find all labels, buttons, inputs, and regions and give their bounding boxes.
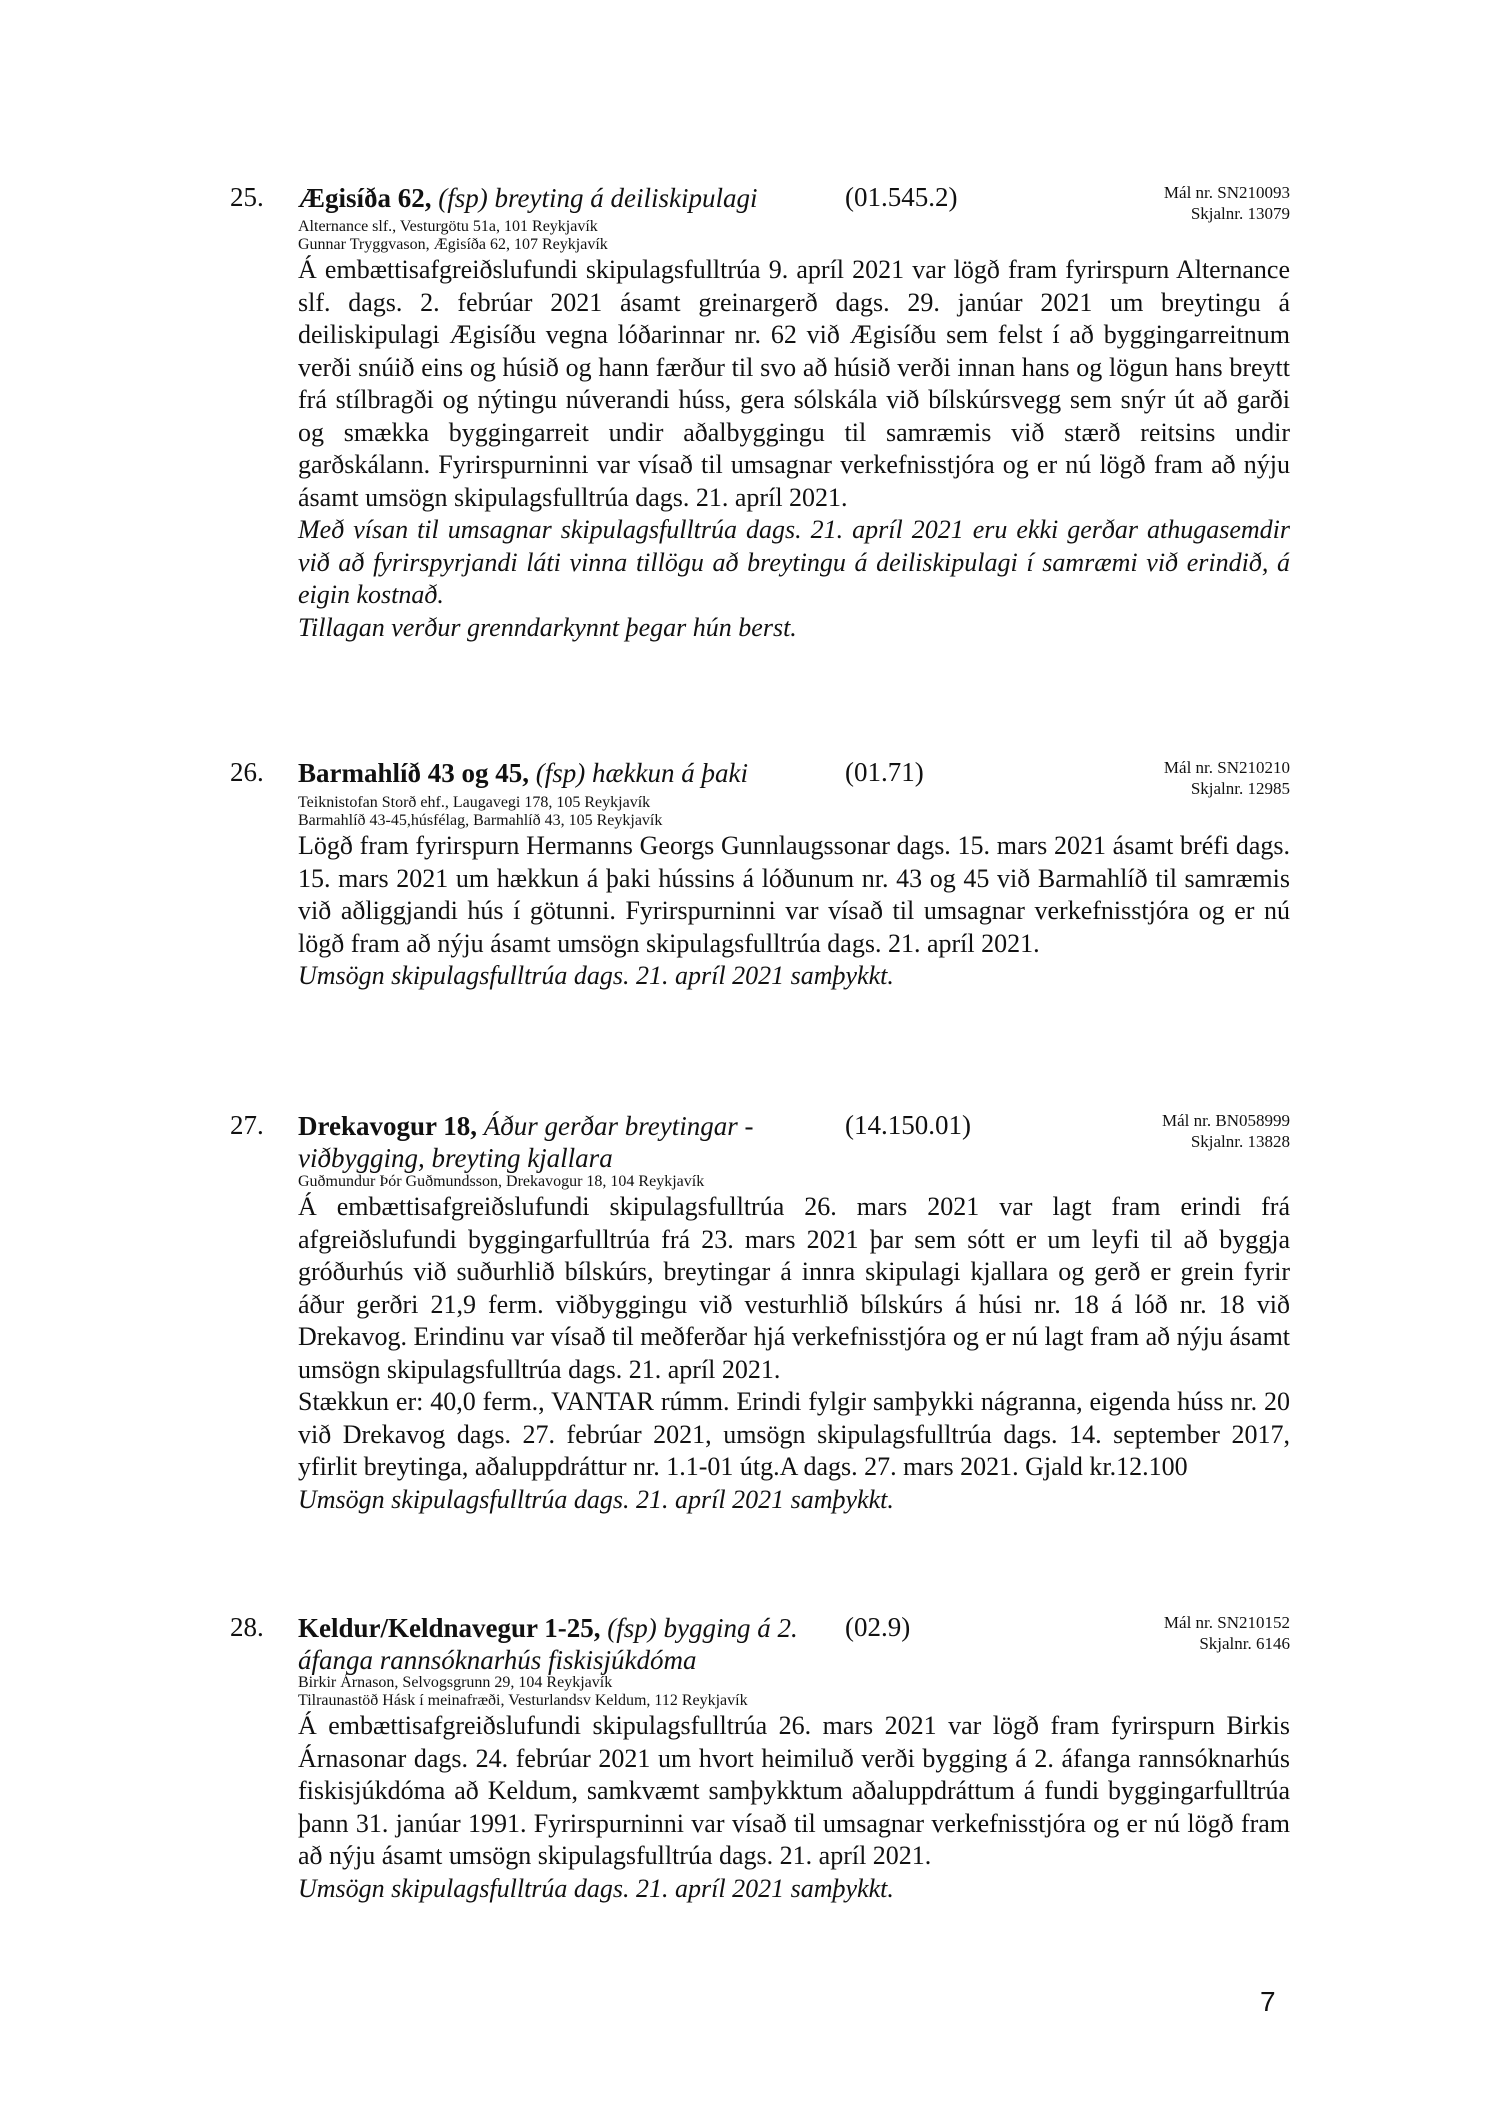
- item-title: [298, 757, 828, 789]
- item-text: Á embættisafgreiðslufundi skipulagsfulltrúa 26. mars 2021 var lögð fram fyrirspurn Birkis Árnasonar dags. 24. febrúar 2021 um hvort heimiluð verði bygging á 2. áfanga rannsóknarhús fiskisjúkdóma að Keldum, samkvæmt samþykktum aðaluppdráttum á fundi byggingarfulltrúa þann 31. janúar 1991. Fyrirspurninni var vísað til umsagnar verkefnisstjóra og er nú lögð fram að nýju ásamt umsögn skipulagsfulltrúa dags. 21. apríl 2021.: [298, 1711, 1290, 1870]
- item-body: [298, 1710, 1290, 1905]
- item-header: [230, 757, 1290, 798]
- item-number: 27.: [230, 1110, 264, 1140]
- item-decision: Umsögn skipulagsfulltrúa dags. 21. apríl 2021 samþykkt.: [298, 1484, 894, 1514]
- item-title: [298, 1110, 798, 1174]
- item-number: 28.: [230, 1612, 264, 1642]
- item-reference: [1164, 1612, 1290, 1654]
- case-number: Mál nr. SN210210: [1163, 758, 1290, 777]
- item-body: [298, 830, 1290, 993]
- item-reference: [1164, 757, 1290, 799]
- item-header: [230, 1110, 1290, 1173]
- page-number: 7: [1260, 1986, 1276, 2017]
- agenda-item-26: [230, 757, 1290, 993]
- item-title-address: Drekavogur 18,: [298, 1111, 478, 1141]
- item-header: [230, 182, 1290, 223]
- item-land-code: (01.545.2): [845, 182, 958, 212]
- item-reference: [1162, 1110, 1290, 1152]
- case-number: Mál nr. SN210152: [1163, 1613, 1290, 1632]
- item-parties: [298, 218, 1290, 254]
- party-line: Alternance slf., Vesturgötu 51a, 101 Reykjavík: [298, 218, 598, 235]
- item-title-subject: (fsp) bygging á 2. áfanga rannsóknarhús fiskisjúkdóma: [298, 1613, 798, 1675]
- document-number: Skjalnr. 13828: [1190, 1132, 1290, 1151]
- item-text: Lögð fram fyrirspurn Hermanns Georgs Gunnlaugssonar dags. 15. mars 2021 ásamt bréfi dags. 15. mars 2021 um hækkun á þaki hússins á lóðunum nr. 43 og 45 við Barmahlíð til samræmis við aðliggjandi hús í götunni. Fyrirspurninni var vísað til umsagnar verkefnisstjóra og er nú lögð fram að nýju ásamt umsögn skipulagsfulltrúa dags. 21. apríl 2021.: [298, 831, 1290, 958]
- item-number: 26.: [230, 757, 264, 787]
- item-land-code: (01.71): [845, 757, 924, 787]
- item-body: [298, 1191, 1290, 1516]
- item-decision: Umsögn skipulagsfulltrúa dags. 21. apríl 2021 samþykkt.: [298, 961, 894, 990]
- item-decision: Með vísan til umsagnar skipulagsfulltrúa dags. 21. apríl 2021 eru ekki gerðar athugasemdir við að fyrirspyrjandi láti vinna tillögu að breytingu á deiliskipulagi í samræmi við erindið, á eigin kostnað.: [298, 515, 1290, 609]
- item-title-subject: (fsp) breyting á deiliskipulagi: [438, 183, 758, 213]
- item-number: 25.: [230, 182, 264, 212]
- item-body: [298, 254, 1290, 644]
- item-parties: [298, 794, 1290, 830]
- item-text: Á embættisafgreiðslufundi skipulagsfulltrúa 9. apríl 2021 var lögð fram fyrirspurn Alternance slf. dags. 2. febrúar 2021 ásamt greinargerð dags. 29. janúar 2021 um breytingu á deiliskipulagi Ægisíðu vegna lóðarinnar nr. 62 við Ægisíðu sem felst í að byggingarreitnum verði snúið eins og húsið og hann færður til svo að húsið verði innan hans og lögun hans breytt frá stílbragði og nýtingu núverandi húss, gera sólskála við bílskúrsvegg sem snýr út að garði og smækka byggingarreit undir aðalbyggingu til samræmis við stærð reitsins undir garðskálann. Fyrirspurninni var vísað til umsagnar verkefnisstjóra og er nú lögð fram að nýju ásamt umsögn skipulagsfulltrúa dags. 21. apríl 2021.: [298, 255, 1290, 512]
- case-number: Mál nr. SN210093: [1163, 183, 1290, 202]
- item-parties: [298, 1674, 1290, 1710]
- item-title: [298, 182, 828, 214]
- party-line: Teiknistofan Storð ehf., Laugavegi 178, 105 Reykjavík: [298, 794, 651, 811]
- party-line: Gunnar Tryggvason, Ægisíða 62, 107 Reykjavík: [298, 236, 608, 253]
- item-header: [230, 1612, 1290, 1675]
- case-number: Mál nr. BN058999: [1162, 1111, 1290, 1130]
- party-line: Birkir Árnason, Selvogsgrunn 29, 104 Reykjavík: [298, 1674, 613, 1691]
- document-number: Skjalnr. 6146: [1199, 1634, 1290, 1653]
- item-title-subject: Áður gerðar breytingar - viðbygging, breyting kjallara: [298, 1111, 754, 1173]
- item-title-subject: (fsp) hækkun á þaki: [535, 758, 748, 788]
- party-line: Barmahlíð 43-45,húsfélag, Barmahlíð 43, 105 Reykjavík: [298, 812, 663, 829]
- item-land-code: (14.150.01): [845, 1110, 971, 1140]
- item-parties: [298, 1173, 1290, 1191]
- party-line: Guðmundur Þór Guðmundsson, Drekavogur 18, 104 Reykjavík: [298, 1173, 705, 1190]
- item-text-details: Stækkun er: 40,0 ferm., VANTAR rúmm. Erindi fylgir samþykki nágranna, eigenda húss nr. 20 við Drekavog dags. 27. febrúar 2021, umsögn skipulagsfulltrúa dags. 14. september 2017, yfirlit breytinga, aðaluppdráttur nr. 1.1-01 útg.A dags. 27. mars 2021. Gjald kr.12.100: [298, 1387, 1290, 1481]
- document-number: Skjalnr. 13079: [1190, 204, 1290, 223]
- document-number: Skjalnr. 12985: [1190, 779, 1290, 798]
- item-land-code: (02.9): [845, 1612, 911, 1642]
- item-title-address: Keldur/Keldnavegur 1-25,: [298, 1613, 601, 1643]
- party-line: Tilraunastöð Hásk í meinafræði, Vesturlandsv Keldum, 112 Reykjavík: [298, 1692, 748, 1709]
- item-title-address: Ægisíða 62,: [298, 183, 432, 213]
- item-decision: Umsögn skipulagsfulltrúa dags. 21. apríl 2021 samþykkt.: [298, 1873, 894, 1903]
- item-reference: [1164, 182, 1290, 224]
- item-text: Á embættisafgreiðslufundi skipulagsfulltrúa 26. mars 2021 var lagt fram erindi frá afgreiðslufundi byggingarfulltrúa frá 23. mars 2021 þar sem sótt er um leyfi til að byggja gróðurhús við suðurhlið bílskúrs, breytingar á innra skipulagi kjallara og gerð er grein fyrir áður gerðri 21,9 ferm. viðbyggingu við vesturhlið bílskúrs á húsi nr. 18 á lóð nr. 18 við Drekavog. Erindinu var vísað til meðferðar hjá verkefnisstjóra og er nú lagt fram að nýju ásamt umsögn skipulagsfulltrúa dags. 21. apríl 2021.: [298, 1192, 1291, 1384]
- item-decision-note: Tillagan verður grenndarkynnt þegar hún berst.: [298, 612, 797, 642]
- agenda-item-28: [230, 1612, 1290, 1905]
- item-title-address: Barmahlíð 43 og 45,: [298, 758, 530, 788]
- agenda-item-25: [230, 182, 1290, 644]
- agenda-item-27: [230, 1110, 1290, 1516]
- item-title: [298, 1612, 798, 1676]
